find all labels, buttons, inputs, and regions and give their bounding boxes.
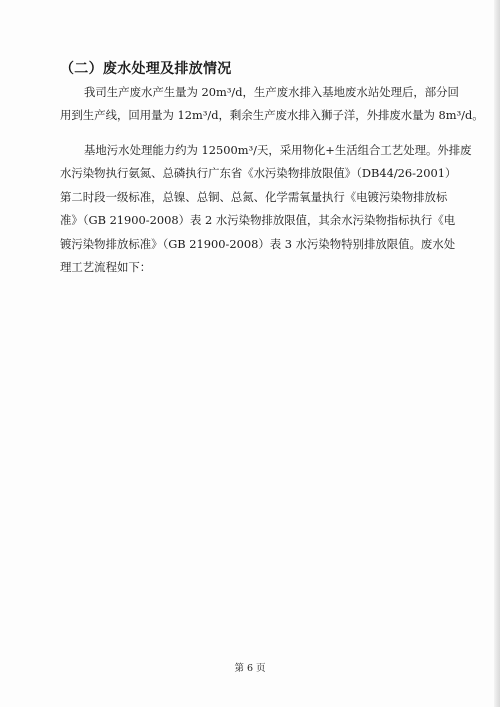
- paragraph-treatment-standards: [60, 139, 472, 279]
- paragraph-line: 我司生产废水产生量为 20m³/d，生产废水排入基地废水站处理后，部分回: [84, 85, 459, 99]
- paragraph-line: 基地污水处理能力约为 12500m³/天，采用物化+生活组合工艺处理。外排废: [84, 143, 472, 157]
- paragraph-line: 理工艺流程如下：: [60, 260, 152, 275]
- paragraph-line: 水污染物执行氨氮、总磷执行广东省《水污染物排放限值》（DB44/26-2001）: [60, 166, 457, 181]
- section-heading: （二）废水处理及排放情况: [60, 61, 232, 77]
- page-edge-shadow: [494, 0, 500, 707]
- paragraph-line: 镀污染物排放标准》（GB 21900-2008）表 3 水污染物特别排放限值。废水处: [60, 236, 456, 251]
- page-number: 第 6 页: [234, 663, 266, 674]
- paragraph-line: 准》（GB 21900-2008）表 2 水污染物排放限值，其余水污染物指标执行《电: [60, 213, 456, 228]
- paragraph-line: 用到生产线，回用量为 12m³/d，剩余生产废水排入狮子洋，外排废水量为 8m³/d。: [60, 108, 484, 123]
- paragraph-line: 第二时段一级标准，总镍、总铜、总氮、化学需氧量执行《电镀污染物排放标: [60, 189, 448, 204]
- paragraph-wastewater-volume: [60, 81, 484, 128]
